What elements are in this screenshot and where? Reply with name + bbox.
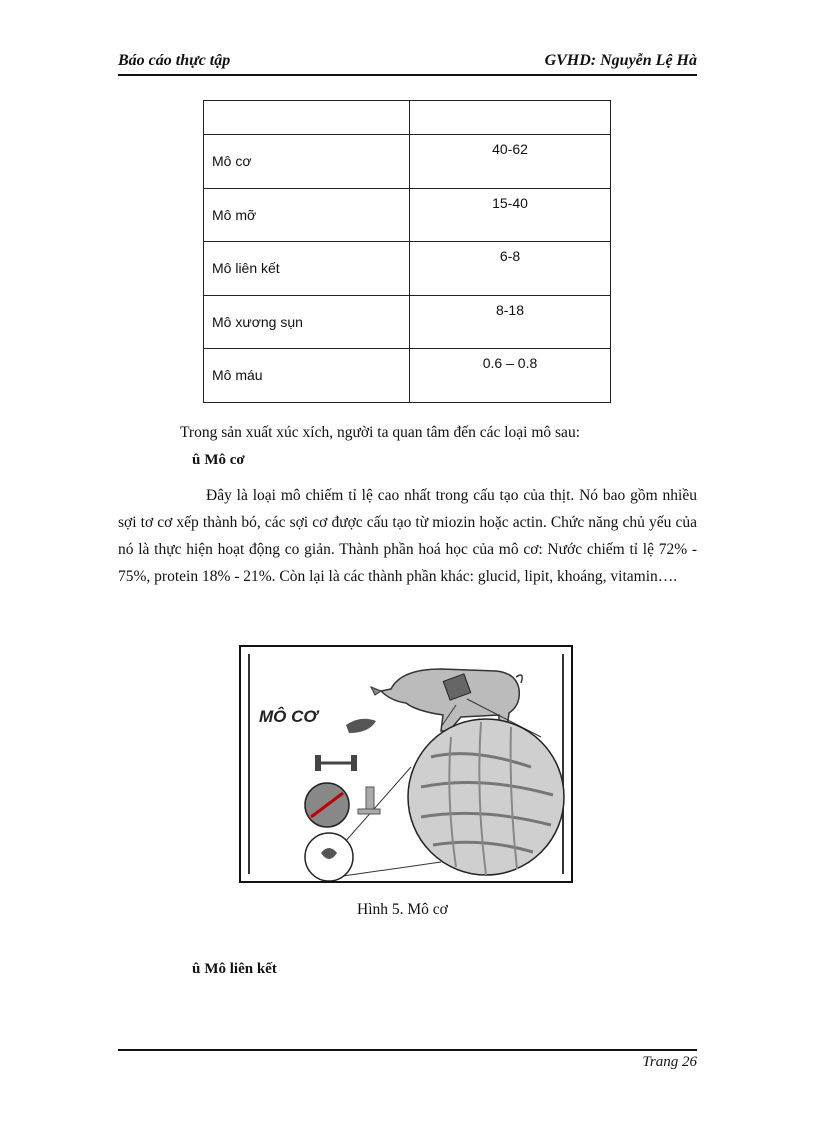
section-title: Mô liên kết [204,961,277,977]
table-row [204,135,611,189]
table-cell-value: 8-18 [410,295,611,349]
table-row [204,188,611,242]
page-header [118,50,697,74]
section-heading-muscle [192,452,245,469]
header-report-title: Báo cáo thực tập [118,52,231,69]
figure-caption: Hình 5. Mô cơ [357,901,448,918]
table-cell-name: Mô liên kết [204,242,410,296]
table-cell-value: 0.6 – 0.8 [410,349,611,403]
tissue-composition-table [203,100,611,403]
table-cell-name: Mô cơ [204,135,410,189]
table-row [204,101,611,135]
header-divider [118,74,697,76]
muscle-description [118,482,697,590]
muscle-illustration [241,647,571,881]
muscle-tissue-figure [239,645,573,883]
table-row [204,242,611,296]
table-cell-name: Mô xương sụn [204,295,410,349]
bullet-arrow-icon: û [192,961,201,977]
microscope-icon [358,787,380,814]
magnified-muscle-icon [408,719,564,875]
intro-paragraph: Trong sản xuất xúc xích, người ta quan tâm đến các loại mô sau: [180,424,580,441]
table-cell-value: 6-8 [410,242,611,296]
table-row [204,349,611,403]
table-cell-value [410,101,611,135]
table-row [204,295,611,349]
header-advisor: GVHD: Nguyễn Lệ Hà [544,52,697,69]
section-title: Mô cơ [204,452,245,468]
footer-divider [118,1049,697,1051]
table-cell-value: 15-40 [410,188,611,242]
table-cell-value: 40-62 [410,135,611,189]
dumbbell-icon [315,755,357,771]
section-heading-connective [192,961,277,978]
table-cell-name: Mô mỡ [204,188,410,242]
table-cell-name: Mô máu [204,349,410,403]
meat-piece-icon [346,719,376,733]
muscle-body-text: Đây là loại mô chiếm tỉ lệ cao nhất trong cấu tạo của thịt. Nó bao gồm nhiều sợi tơ cơ xếp thành bó, các sợi cơ được cấu tạo từ miozin hoặc actin. Chức năng chủ yếu của nó là thực hiện hoạt động co giản. Thành phần hoá học của mô cơ: Nước chiếm tỉ lệ 72% - 75%, protein 18% - 21%. Còn lại là các thành phần khác: glucid, lipit, khoáng, vitamin…. [118,487,697,585]
page-number: Trang 26 [642,1054,697,1070]
table-cell-name [204,101,410,135]
bullet-arrow-icon: û [192,452,201,468]
figure-label: MÔ CƠ [259,707,318,726]
